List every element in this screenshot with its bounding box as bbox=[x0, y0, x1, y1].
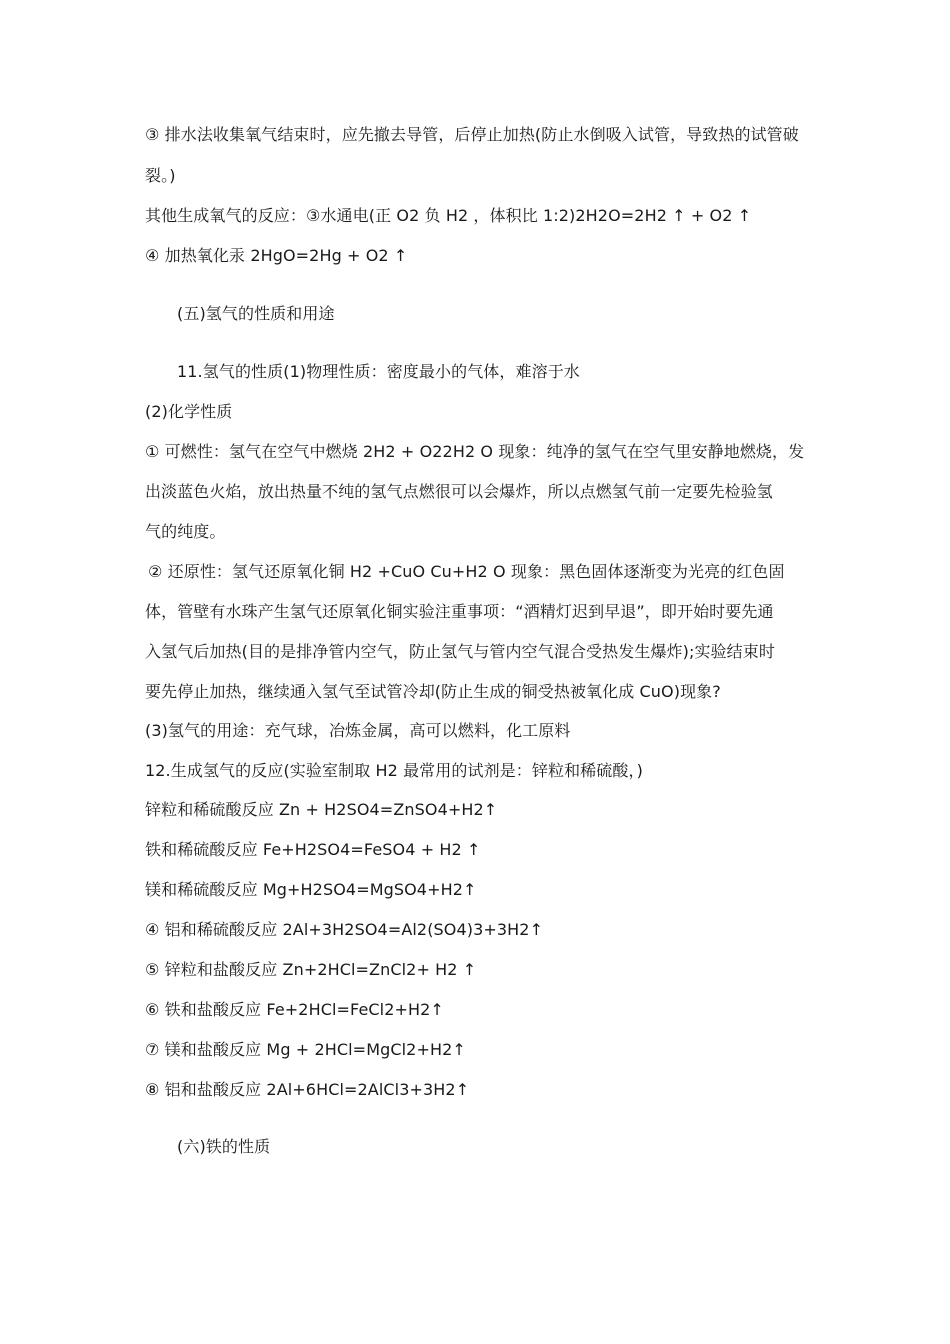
text-line: 出淡蓝色火焰，放出热量不纯的氢气点燃很可以会爆炸，所以点燃氢气前一定要先检验氢 bbox=[145, 482, 773, 501]
text-line: 11.氢气的性质(1)物理性质：密度最小的气体，难溶于水 bbox=[177, 362, 580, 381]
text-line: (3)氢气的用途：充气球，冶炼金属，高可以燃料，化工原料 bbox=[145, 721, 571, 740]
text-line: ④ 铝和稀硫酸反应 2Al+3H2SO4=Al2(SO4)3+3H2↑ bbox=[145, 920, 544, 939]
text-line: ① 可燃性：氢气在空气中燃烧 2H2 + O22H2 O 现象：纯净的氢气在空气里安静地燃烧，发 bbox=[145, 442, 805, 461]
text-line: (2)化学性质 bbox=[145, 402, 233, 421]
section-heading: (五)氢气的性质和用途 bbox=[177, 304, 335, 323]
text-line: 裂。) bbox=[145, 166, 176, 185]
text-line: ⑥ 铁和盐酸反应 Fe+2HCl=FeCl2+H2↑ bbox=[145, 1000, 444, 1019]
text-line: ⑧ 铝和盐酸反应 2Al+6HCl=2AlCl3+3H2↑ bbox=[145, 1080, 470, 1099]
text-line: 铁和稀硫酸反应 Fe+H2SO4=FeSO4 + H2 ↑ bbox=[145, 840, 481, 859]
text-line: 入氢气后加热(目的是排净管内空气，防止氢气与管内空气混合受热发生爆炸);实验结束时 bbox=[145, 642, 775, 661]
text-line: 要先停止加热，继续通入氢气至试管冷却(防止生成的铜受热被氧化成 CuO)现象? bbox=[145, 682, 721, 701]
text-line: 其他生成氧气的反应：③水通电(正 O2 负 H2 ，体积比 1:2)2H2O=2H2 ↑ + O2 ↑ bbox=[145, 206, 752, 225]
section-heading: (六)铁的性质 bbox=[177, 1137, 271, 1156]
text-line: ⑦ 镁和盐酸反应 Mg + 2HCl=MgCl2+H2↑ bbox=[145, 1040, 466, 1059]
text-line: 镁和稀硫酸反应 Mg+H2SO4=MgSO4+H2↑ bbox=[145, 880, 477, 899]
text-line: ② 还原性：氢气还原氧化铜 H2 +CuO Cu+H2 O 现象：黑色固体逐渐变为光亮的红色固 bbox=[148, 562, 785, 581]
text-line: ③ 排水法收集氧气结束时，应先撤去导管，后停止加热(防止水倒吸入试管，导致热的试管破 bbox=[145, 125, 799, 144]
text-line: ⑤ 锌粒和盐酸反应 Zn+2HCl=ZnCl2+ H2 ↑ bbox=[145, 960, 477, 979]
text-line: ④ 加热氧化汞 2HgO=2Hg + O2 ↑ bbox=[145, 246, 408, 265]
text-line: 体，管壁有水珠产生氢气还原氧化铜实验注重事项：“酒精灯迟到早退”，即开始时要先通 bbox=[145, 602, 774, 621]
text-line: 12.生成氢气的反应(实验室制取 H2 最常用的试剂是：锌粒和稀硫酸，) bbox=[145, 761, 643, 780]
text-line: 气的纯度。 bbox=[145, 522, 226, 541]
text-line: 锌粒和稀硫酸反应 Zn + H2SO4=ZnSO4+H2↑ bbox=[145, 800, 498, 819]
